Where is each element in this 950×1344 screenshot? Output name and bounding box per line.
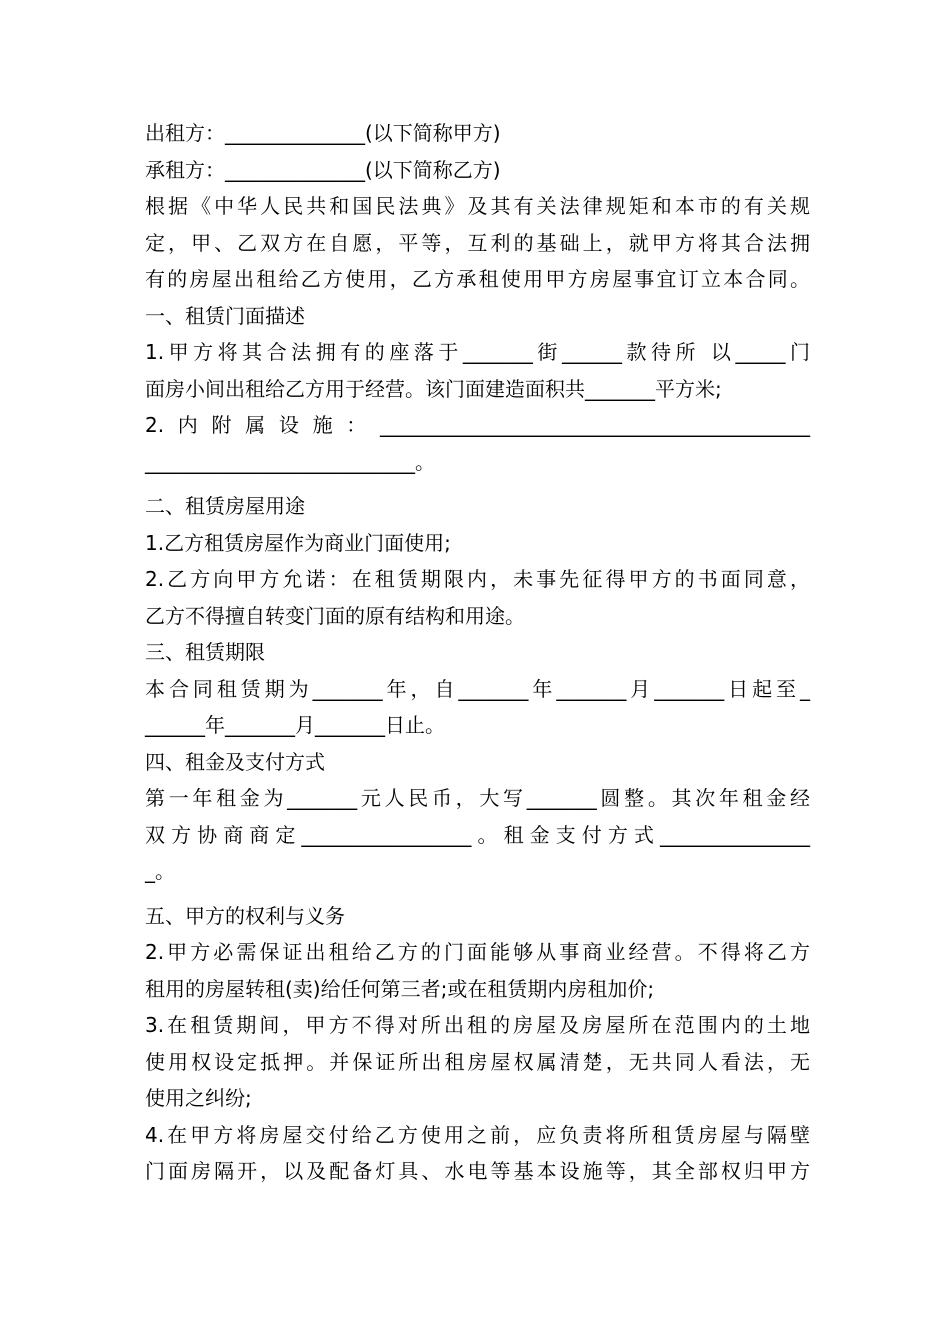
document-line: 本合同租赁期为_______年，自_______年_______月_______日起至_ [145, 676, 810, 701]
document-line: 使用权设定抵押。并保证所出租房屋权属清楚，无共同人看法，无 [145, 1049, 810, 1074]
document-line: 根据《中华人民共和国民法典》及其有关法律规矩和本市的有关规 [145, 194, 810, 218]
paragraph-spacer [145, 890, 810, 898]
paragraph-spacer [145, 480, 810, 488]
document-line: 一、租赁门面描述 [145, 303, 305, 328]
document-line: 四、租金及支付方式 [145, 749, 325, 774]
document-line: 乙方不得擅自转变门面的原有结构和用途。 [145, 603, 525, 628]
document-line: 门面房隔开，以及配备灯具、水电等基本设施等，其全部权归甲方 [145, 1159, 810, 1183]
document-line: _。 [145, 859, 175, 883]
document-line: 1.乙方租赁房屋作为商业门面使用; [145, 530, 451, 555]
document-line: 2.甲方必需保证出租给乙方的门面能够从事商业经营。不得将乙方 [145, 940, 810, 964]
document-line: 五、甲方的权利与义务 [145, 903, 345, 928]
document-line: 二、租赁房屋用途 [145, 494, 305, 518]
document-line: 第一年租金为_______元人民币，大写_______圆整。其次年租金经 [145, 786, 810, 810]
document-line: 面房小间出租给乙方用于经营。该门面建造面积共_______平方米; [145, 376, 722, 401]
document-line: ___________________________。 [145, 449, 435, 474]
document-line: 出租方：______________(以下简称甲方) [145, 121, 501, 145]
document-line: 2.乙方向甲方允诺：在租赁期限内，未事先征得甲方的书面同意， [145, 567, 810, 591]
document-line: 定，甲、乙双方在自愿，平等，互利的基础上，就甲方将其合法拥 [145, 230, 810, 255]
document-body [145, 115, 810, 1190]
document-line: 三、租赁期限 [145, 640, 265, 664]
document-line: 1.甲方将其合法拥有的座落于_______街______款待所 以_____门 [145, 340, 810, 364]
document-line: 承租方：______________(以下简称乙方) [145, 157, 501, 182]
document-line: 有的房屋出租给乙方使用，乙方承租使用甲方房屋事宜订立本合同。 [145, 267, 810, 291]
document-line: 双方协商商定_________________。租金支付方式_______________ [145, 822, 810, 847]
document-line: 4.在甲方将房屋交付给乙方使用之前，应负责将所租赁房屋与隔壁 [145, 1122, 810, 1147]
document-line: 租用的房屋转租(卖)给任何第三者;或在租赁期内房租加价; [145, 976, 655, 1001]
document-line: ______年_______月_______日止。 [145, 713, 445, 737]
document-line: 3.在租赁期间，甲方不得对所出租的房屋及房屋所在范围内的土地 [145, 1013, 810, 1037]
document-line: 2.内附属设施：___________________________________________ [145, 413, 810, 437]
document-line: 使用之纠纷; [145, 1086, 252, 1110]
